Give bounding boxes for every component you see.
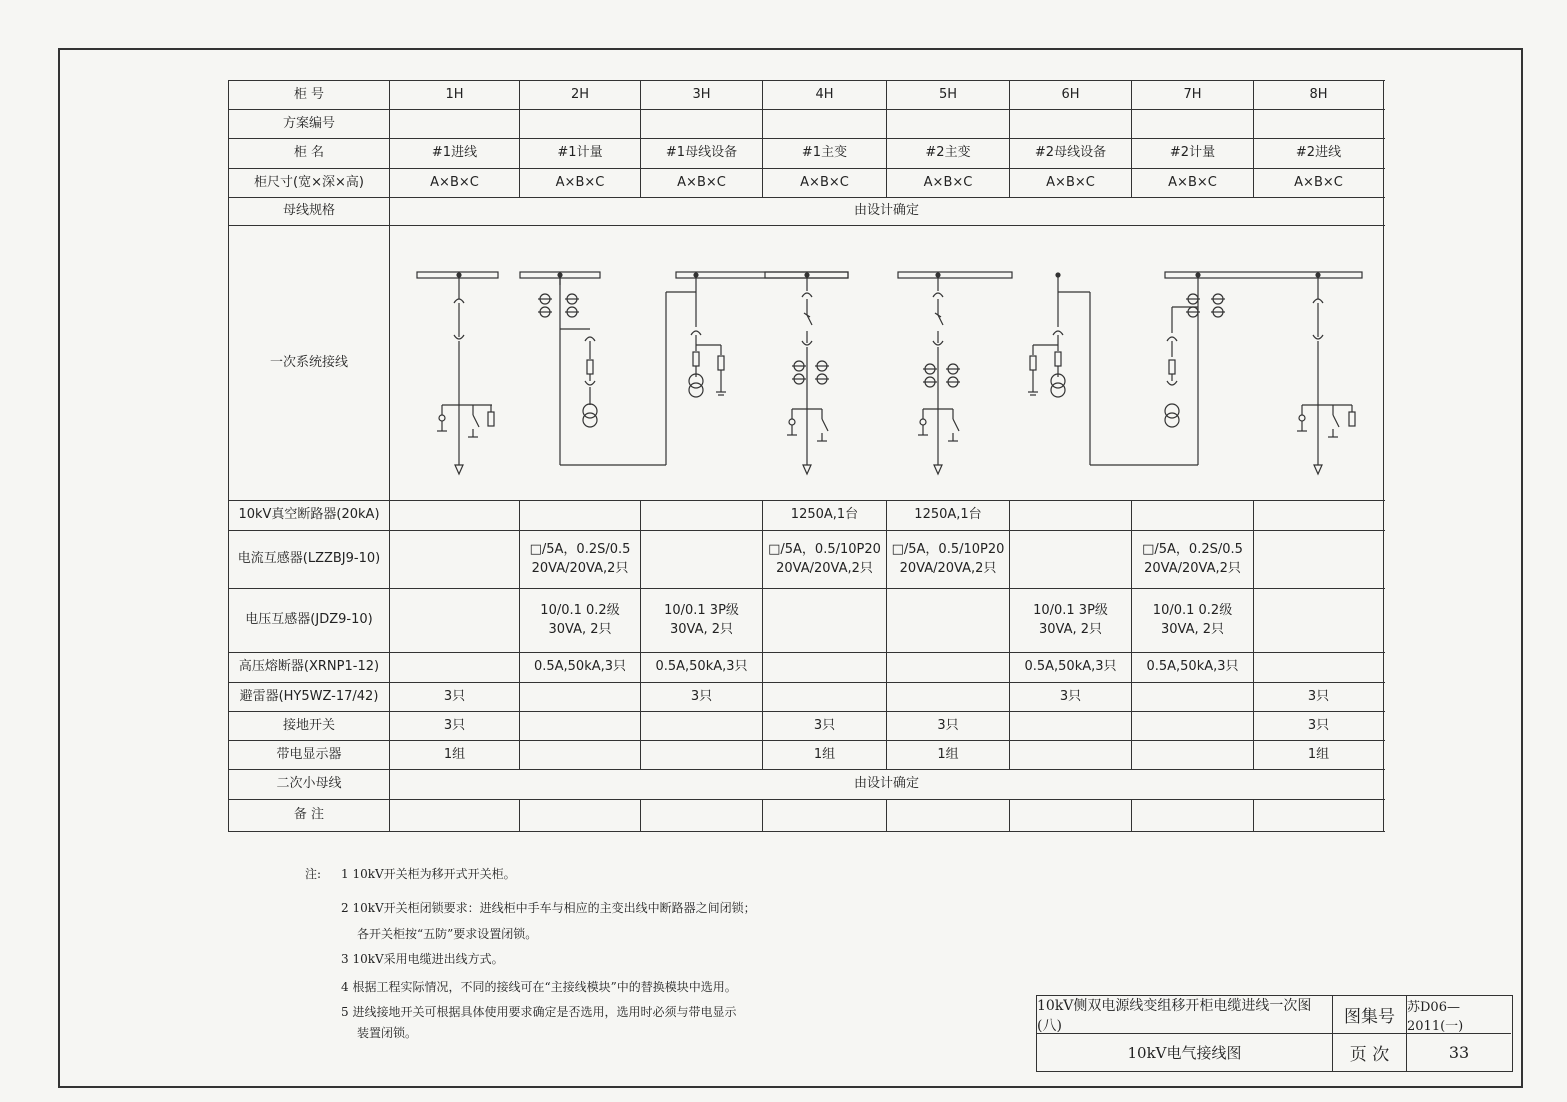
ct-spec-line: 20VA/20VA,2只 (899, 560, 997, 576)
row-label: 备 注 (229, 800, 390, 832)
row-label: 10kV真空断路器(20kA) (229, 501, 390, 531)
arrester-spec: 3只 (390, 683, 520, 712)
row-scheme-no (229, 110, 1384, 139)
fuse (718, 356, 724, 370)
ct-spec (763, 531, 887, 589)
cabinet-name: #1计量 (520, 139, 641, 169)
cabinet-number: 7H (1132, 81, 1254, 110)
earth-switch-spec: 3只 (390, 712, 520, 741)
cabinet-size: A×B×C (1132, 169, 1254, 198)
voltage-transformer (1051, 383, 1065, 397)
ct-spec-line: □/5A，0.2S/0.5 (529, 541, 631, 557)
row-label: 接地开关 (229, 712, 390, 741)
cabinet-name: #2母线设备 (1010, 139, 1132, 169)
earth-switch (473, 415, 479, 427)
ct-spec (887, 531, 1010, 589)
withdrawable-contact (454, 299, 464, 303)
withdrawable-contact (1167, 381, 1177, 385)
secondary-bus-spec: 由设计确定 (390, 770, 1384, 800)
breaker-spec (1254, 501, 1384, 531)
page-number-label: 页 次 (1333, 1034, 1407, 1071)
cabinet-size: A×B×C (887, 169, 1010, 198)
vt-spec-line: 30VA, 2只 (669, 621, 734, 637)
scheme-number (520, 110, 641, 139)
scheme-number (1254, 110, 1384, 139)
fuse (587, 360, 593, 374)
cabinet-name: #2计量 (1132, 139, 1254, 169)
ct-spec-line: □/5A，0.2S/0.5 (1142, 541, 1243, 557)
withdrawable-contact (585, 337, 595, 341)
cable-arrow (455, 465, 463, 474)
breaker-spec (520, 501, 641, 531)
note-item: 3 10kV采用电缆进出线方式。 (341, 952, 504, 966)
cable-arrow (934, 465, 942, 474)
live-indicator-spec: 1组 (763, 741, 887, 770)
ct-spec (1254, 531, 1384, 589)
vt-spec (887, 589, 1010, 653)
arrester-spec: 3只 (641, 683, 763, 712)
row-remarks (229, 800, 1384, 832)
row-label: 一次系统接线 (229, 226, 390, 501)
arrester-spec: 3只 (1254, 683, 1384, 712)
live-indicator-spec (1132, 741, 1254, 770)
row-size (229, 169, 1384, 198)
fuse (1169, 360, 1175, 374)
row-arrester (229, 683, 1384, 712)
breaker-spec: 1250A,1台 (887, 501, 1010, 531)
ct-spec-line: □/5A，0.5/10P20 (768, 541, 881, 557)
row-primary (229, 226, 1384, 501)
vt-spec-line: 10/0.1 0.2级 (1152, 602, 1233, 618)
fuse (693, 352, 699, 366)
note-item: 1 10kV开关柜为移开式开关柜。 (341, 867, 516, 881)
cabinet-name: #1母线设备 (641, 139, 763, 169)
live-indicator (920, 419, 926, 425)
remark-cell (763, 800, 887, 832)
fuse (1030, 356, 1036, 370)
live-indicator (789, 419, 795, 425)
row-label: 电压互感器(JDZ9-10) (229, 589, 390, 653)
arrester-spec (763, 683, 887, 712)
live-indicator-spec (1010, 741, 1132, 770)
cabinet-number: 6H (1010, 81, 1132, 110)
withdrawable-contact (1053, 331, 1063, 335)
fuse-spec (763, 653, 887, 683)
earth-switch-spec (1010, 712, 1132, 741)
remark-cell (390, 800, 520, 832)
cabinet-number: 1H (390, 81, 520, 110)
vt-spec (520, 589, 641, 653)
cabinet-name: #1主变 (763, 139, 887, 169)
note-item: 5 进线接地开关可根据具体使用要求确定是否选用，选用时必须与带电显示 (341, 1005, 737, 1019)
busbar (898, 272, 1012, 278)
arrester-spec: 3只 (1010, 683, 1132, 712)
cabinet-size: A×B×C (390, 169, 520, 198)
breaker-spec (390, 501, 520, 531)
note-item: 4 根据工程实际情况，不同的接线可在“主接线模块”中的替换模块中选用。 (341, 980, 737, 994)
live-indicator (439, 415, 445, 421)
busbar-spec: 由设计确定 (390, 198, 1384, 226)
cabinet-size: A×B×C (641, 169, 763, 198)
scheme-number (887, 110, 1010, 139)
row-label: 二次小母线 (229, 770, 390, 800)
vt-spec (1010, 589, 1132, 653)
scheme-number (1132, 110, 1254, 139)
breaker-spec (1010, 501, 1132, 531)
earth-switch-spec: 3只 (1254, 712, 1384, 741)
breaker-spec (1132, 501, 1254, 531)
drawing-title: 10kV侧双电源线变组移开柜电缆进线一次图(八) (1037, 996, 1333, 1034)
drawing-subtitle: 10kV电气接线图 (1037, 1034, 1333, 1071)
row-label: 方案编号 (229, 110, 390, 139)
scheme-number (1010, 110, 1132, 139)
fuse (488, 412, 494, 426)
note-item: 装置闭锁。 (357, 1026, 418, 1040)
ct-spec-line: 20VA/20VA,2只 (1144, 560, 1241, 576)
withdrawable-contact (691, 331, 701, 335)
cabinet-number: 8H (1254, 81, 1384, 110)
cabinet-size: A×B×C (1010, 169, 1132, 198)
earth-switch (822, 419, 828, 431)
ct-spec (1010, 531, 1132, 589)
withdrawable-contact (933, 293, 943, 297)
voltage-transformer (1165, 413, 1179, 427)
row-label: 电流互感器(LZZBJ9-10) (229, 531, 390, 589)
row-label: 柜尺寸(宽×深×高) (229, 169, 390, 198)
cabinet-name: #1进线 (390, 139, 520, 169)
vt-spec (763, 589, 887, 653)
cabinet-size: A×B×C (763, 169, 887, 198)
busbar (676, 272, 848, 278)
ct-spec (1132, 531, 1254, 589)
fuse-spec: 0.5A,50kA,3只 (641, 653, 763, 683)
live-indicator-spec: 1组 (887, 741, 1010, 770)
scheme-number (390, 110, 520, 139)
scheme-number (641, 110, 763, 139)
fuse-spec (1254, 653, 1384, 683)
row-secondary-bus (229, 770, 1384, 800)
earth-switch-spec (520, 712, 641, 741)
live-indicator-spec: 1组 (1254, 741, 1384, 770)
fuse-spec (887, 653, 1010, 683)
row-earth-switch (229, 712, 1384, 741)
row-label: 柜 名 (229, 139, 390, 169)
withdrawable-contact (802, 293, 812, 297)
fuse-spec: 0.5A,50kA,3只 (1010, 653, 1132, 683)
live-indicator-spec (520, 741, 641, 770)
voltage-transformer (689, 383, 703, 397)
earth-switch-spec (641, 712, 763, 741)
cabinet-number: 3H (641, 81, 763, 110)
ct-spec (641, 531, 763, 589)
fuse-spec (390, 653, 520, 683)
vt-spec-line: 10/0.1 3P级 (664, 602, 739, 618)
vt-spec (1132, 589, 1254, 653)
cabinet-size: A×B×C (1254, 169, 1384, 198)
withdrawable-contact (1167, 337, 1177, 341)
voltage-transformer (583, 404, 597, 418)
notes-label: 注: (305, 867, 322, 881)
breaker-spec (641, 501, 763, 531)
busbar (1165, 272, 1362, 278)
cabinet-number: 5H (887, 81, 1010, 110)
ct-spec-line: 20VA/20VA,2只 (776, 560, 873, 576)
vt-spec-line: 30VA, 2只 (548, 621, 612, 637)
earth-switch-spec: 3只 (763, 712, 887, 741)
row-breaker (229, 501, 1384, 531)
remark-cell (1254, 800, 1384, 832)
row-busbar (229, 198, 1384, 226)
junction (457, 273, 461, 277)
earth-switch-spec (1132, 712, 1254, 741)
voltage-transformer (1165, 404, 1179, 418)
row-vt (229, 589, 1384, 653)
remark-cell (641, 800, 763, 832)
remark-cell (520, 800, 641, 832)
note-item: 各开关柜按“五防”要求设置闭锁。 (357, 927, 538, 941)
atlas-number-value: 苏D06—2011(一) (1407, 996, 1511, 1034)
row-label: 高压熔断器(XRNP1-12) (229, 653, 390, 683)
remark-cell (1010, 800, 1132, 832)
row-fuse (229, 653, 1384, 683)
cabinet-number: 2H (520, 81, 641, 110)
switchgear-schedule-table (228, 80, 1384, 832)
cabinet-name: #2主变 (887, 139, 1010, 169)
voltage-transformer (583, 413, 597, 427)
fuse-spec: 0.5A,50kA,3只 (1132, 653, 1254, 683)
earth-switch-spec: 3只 (887, 712, 1010, 741)
vt-spec-line: 10/0.1 3P级 (1033, 602, 1108, 618)
vt-spec (1254, 589, 1384, 653)
arrester-spec (520, 683, 641, 712)
ct-spec-line: 20VA/20VA,2只 (531, 560, 629, 576)
atlas-number-label: 图集号 (1333, 996, 1407, 1034)
fuse-spec: 0.5A,50kA,3只 (520, 653, 641, 683)
row-cabinet-name (229, 139, 1384, 169)
vt-spec-line: 30VA, 2只 (1160, 621, 1225, 637)
vt-spec (390, 589, 520, 653)
earth-switch (1333, 415, 1339, 427)
note-item: 2 10kV开关柜闭锁要求：进线柜中手车与相应的主变出线中断路器之间闭锁； (341, 901, 756, 915)
row-cabinet-no (229, 81, 1384, 110)
remark-cell (887, 800, 1010, 832)
arrester-spec (887, 683, 1010, 712)
cabinet-size: A×B×C (520, 169, 641, 198)
earth-switch (953, 419, 959, 431)
row-label: 柜 号 (229, 81, 390, 110)
cabinet-number: 4H (763, 81, 887, 110)
ct-spec (390, 531, 520, 589)
ct-spec-line: □/5A，0.5/10P20 (891, 541, 1005, 557)
fuse (1055, 352, 1061, 366)
withdrawable-contact (1313, 299, 1323, 303)
arrester-spec (1132, 683, 1254, 712)
cable-arrow (803, 465, 811, 474)
title-block (1036, 995, 1513, 1072)
vt-spec-line: 10/0.1 0.2级 (540, 602, 620, 618)
cable-arrow (1314, 465, 1322, 474)
row-ct (229, 531, 1384, 589)
primary-wiring-diagram (390, 226, 1384, 501)
vt-spec (641, 589, 763, 653)
remark-cell (1132, 800, 1254, 832)
vt-spec-line: 30VA, 2只 (1038, 621, 1103, 637)
row-label: 母线规格 (229, 198, 390, 226)
ct-spec (520, 531, 641, 589)
withdrawable-contact (585, 381, 595, 385)
single-line-diagram (390, 227, 1384, 500)
row-label: 带电显示器 (229, 741, 390, 770)
row-live-indicator (229, 741, 1384, 770)
scheme-number (763, 110, 887, 139)
page-number-value: 33 (1448, 1043, 1470, 1062)
fuse (1349, 412, 1355, 426)
row-label: 避雷器(HY5WZ-17/42) (229, 683, 390, 712)
live-indicator-spec: 1组 (390, 741, 520, 770)
live-indicator-spec (641, 741, 763, 770)
cabinet-name: #2进线 (1254, 139, 1384, 169)
breaker-spec: 1250A,1台 (763, 501, 887, 531)
live-indicator (1299, 415, 1305, 421)
